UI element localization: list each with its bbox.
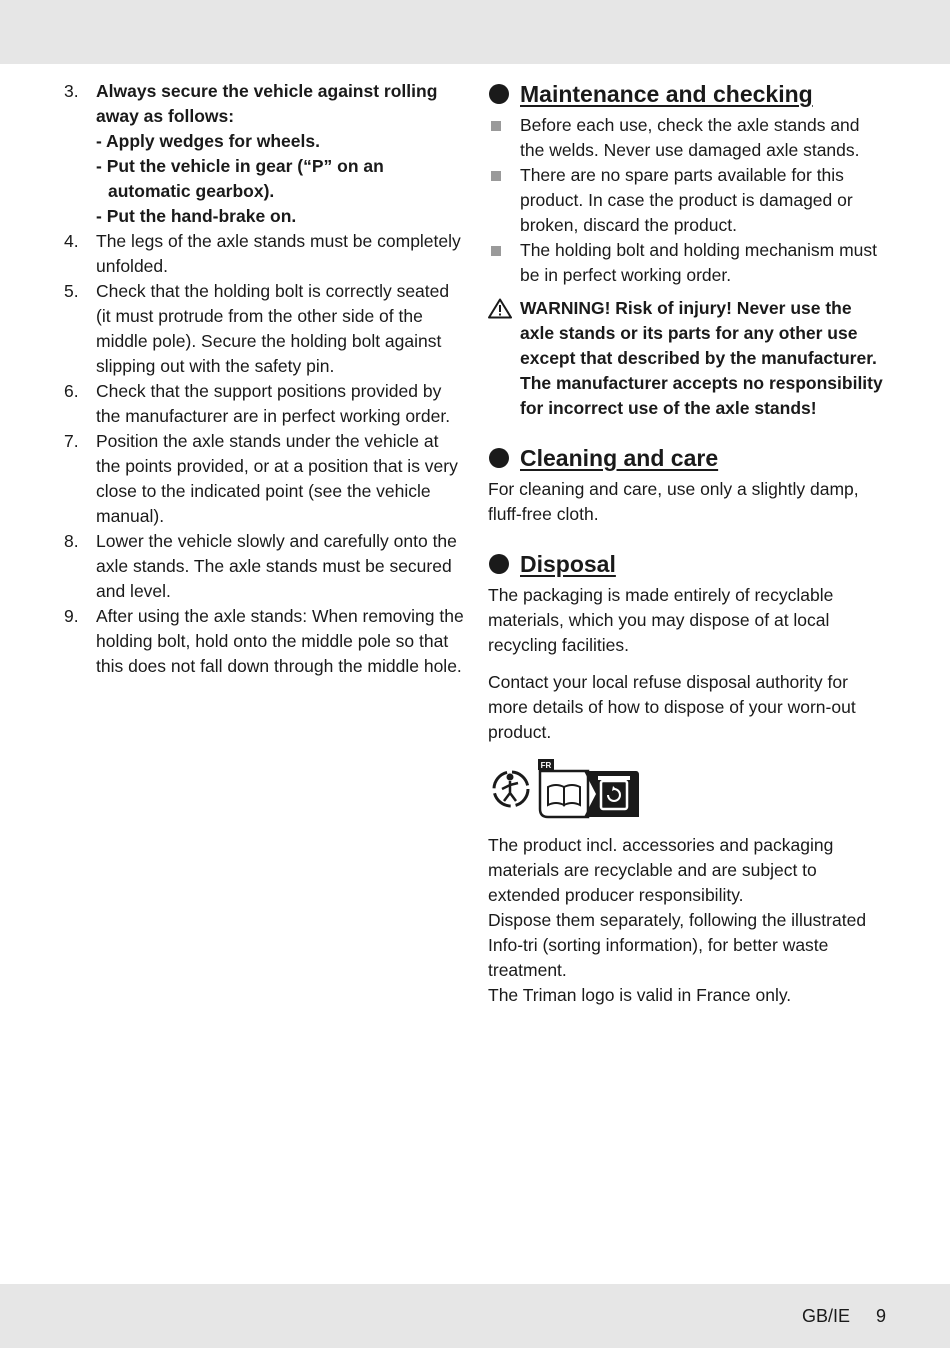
list-item-text: Before each use, check the axle stands and the welds. Never use damaged axle stands. [520, 115, 860, 160]
region-code: GB/IE [801, 1306, 850, 1326]
maintenance-title: Maintenance and checking [520, 81, 813, 107]
triman-logo-icon [494, 772, 528, 806]
warning-notice [488, 296, 888, 421]
cleaning-text: For cleaning and care, use only a slightly damp, fluff-free cloth. [488, 479, 859, 524]
warning-triangle-icon [488, 298, 512, 319]
list-item [488, 163, 888, 238]
list-item-step-8 [64, 529, 464, 604]
list-item-step-6 [64, 379, 464, 429]
list-item [488, 238, 888, 288]
cleaning-title: Cleaning and care [520, 445, 719, 471]
step-number: 7. [64, 431, 79, 451]
fr-badge: FR [540, 761, 552, 770]
footer [802, 1304, 886, 1329]
right-column [488, 79, 888, 1008]
disposal-paragraph-3b: Dispose them separately, following the illustrated Info-tri (sorting information), for better waste treatment. [488, 910, 867, 980]
list-item-step-4 [64, 229, 464, 279]
step-number: 9. [64, 606, 79, 626]
maintenance-list [488, 113, 888, 288]
step-number: 5. [64, 281, 79, 301]
disposal-heading [488, 549, 888, 579]
list-item [488, 113, 888, 163]
square-bullet-icon [491, 246, 501, 256]
sub-step: - Apply wedges for wheels. [96, 131, 320, 151]
step-text: Check that the support positions provided by the manufacturer are in perfect working order. [96, 381, 451, 426]
maintenance-heading [488, 79, 888, 109]
step-text: The legs of the axle stands must be completely unfolded. [96, 231, 461, 276]
step-number: 8. [64, 531, 79, 551]
list-item-step-9 [64, 604, 464, 679]
step-text: Lower the vehicle slowly and carefully onto the axle stands. The axle stands must be secured and level. [96, 531, 457, 601]
list-item-text: The holding bolt and holding mechanism must be in perfect working order. [520, 240, 878, 285]
instruction-list [64, 79, 464, 679]
list-item-step-7 [64, 429, 464, 529]
disposal-paragraph-2: Contact your local refuse disposal authority for more details of how to dispose of your worn-out product. [488, 672, 856, 742]
cleaning-heading [488, 443, 888, 473]
list-item-step-5 [64, 279, 464, 379]
list-item-step-3 [64, 79, 464, 229]
step-text: Position the axle stands under the vehicle at the points provided, or at a position that is very close to the indicated point (see the vehicle manual). [96, 431, 458, 526]
list-item-text: There are no spare parts available for this product. In case the product is damaged or broken, discard the product. [520, 165, 853, 235]
step-text: Check that the holding bolt is correctly seated (it must protrude from the other side of the middle pole). Secure the holding bolt against slipping out with the safety pin. [96, 281, 450, 376]
bullet-dot-icon [489, 448, 509, 468]
step-number: 4. [64, 231, 79, 251]
step-3-intro: Always secure the vehicle against rolling away as follows: [96, 81, 438, 126]
page-number: 9 [875, 1306, 886, 1326]
disposal-paragraph-1: The packaging is made entirely of recyclable materials, which you may dispose of at local recycling facilities. [488, 585, 834, 655]
warning-text: WARNING! Risk of injury! Never use the axle stands or its parts for any other use except that described by the manufacturer. The manufacturer accepts no responsibility for incorrect use of the axle stands! [520, 298, 883, 418]
sub-step: - Put the vehicle in gear (“P” on an automatic gearbox). [96, 156, 384, 201]
square-bullet-icon [491, 171, 501, 181]
disposal-paragraph-3a: The product incl. accessories and packaging materials are recyclable and are subject to extended producer responsibility. [488, 835, 834, 905]
info-tri-book-icon [538, 759, 588, 817]
square-bullet-icon [491, 121, 501, 131]
step-number: 6. [64, 381, 79, 401]
disposal-paragraph-3c: The Triman logo is valid in France only. [488, 985, 792, 1005]
step-text: After using the axle stands: When removing the holding bolt, hold onto the middle pole so that this does not fall down through the middle hole. [96, 606, 464, 676]
bullet-dot-icon [489, 84, 509, 104]
left-column [64, 79, 464, 679]
sub-step: - Put the hand-brake on. [96, 206, 297, 226]
disposal-title: Disposal [520, 551, 616, 577]
recycling-logos [488, 759, 888, 819]
header-bar [0, 0, 950, 64]
step-number: 3. [64, 81, 79, 101]
recycling-bin-icon [584, 771, 639, 817]
bullet-dot-icon [489, 554, 509, 574]
